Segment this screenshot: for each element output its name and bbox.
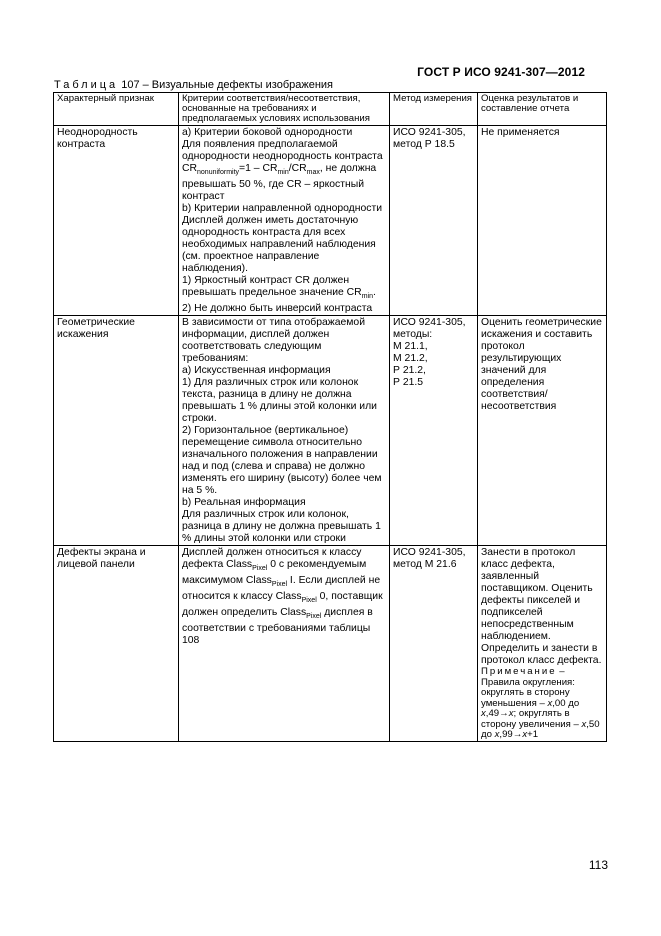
evaluation-cell: Оценить геометрические искажения и составить протокол результирующих значений для определения соответствия/несоответствия — [478, 316, 607, 546]
table-row — [54, 126, 607, 316]
note-variable: x — [547, 697, 553, 709]
note-variable: x — [481, 708, 486, 720]
criteria-text: Дисплей должен относиться к классу дефекта Class — [182, 547, 362, 571]
criteria-text: I. Если дисплей не относится к классу Class — [182, 575, 381, 603]
method-line: Р 21.5 — [393, 377, 424, 389]
formula-subscript: min — [277, 169, 289, 177]
caption-title: – Визуальные дефекты изображения — [139, 79, 334, 91]
formula-part: /CR — [288, 163, 307, 174]
formula-subscript: max — [306, 169, 320, 177]
criteria-text: 0, поставщик должен определить Class — [182, 591, 383, 619]
formula-subscript: nonuniformity — [197, 169, 240, 177]
formula-part: =1 – CR — [239, 163, 278, 174]
note-text: ,99→ — [499, 729, 523, 741]
feature-cell: Неоднородность контраста — [54, 126, 179, 316]
criteria-paragraph: а) Критерии боковой однородности — [182, 127, 353, 138]
class-subscript: Pixel — [306, 613, 322, 621]
caption-label: Таблица — [54, 79, 119, 91]
note-text: ,49→ — [485, 708, 509, 720]
evaluation-text: Занести в протокол класс дефекта, заявленный поставщиком. Оценить дефекты пикселей и подпикселей непосредственным наблюдением. Определить и занести в протокол класс дефекта. — [481, 547, 602, 667]
criteria-cell — [179, 546, 390, 742]
note-label: Примечание — [481, 666, 557, 678]
column-header-feature: Характерный признак — [54, 93, 179, 126]
formula-part: CR — [182, 163, 198, 174]
note-variable: x — [522, 729, 528, 741]
criteria-text: 0 с рекомендуемым максимумом Class — [182, 559, 367, 587]
criteria-paragraph: 2) Не должно быть инверсий контраста — [182, 303, 373, 315]
table-header-row — [54, 93, 607, 126]
note-variable: x — [508, 708, 514, 720]
criteria-cell — [179, 316, 390, 546]
note-variable: x — [581, 718, 587, 730]
criteria-paragraph: Дисплей должен иметь достаточную однородность контраста для всех необходимых направлений наблюдения (см. проектное направление наблюдения). — [182, 215, 376, 275]
formula-subscript: min — [361, 293, 373, 301]
caption-number: 107 — [121, 79, 140, 91]
criteria-formula — [182, 163, 386, 203]
method-cell: ИСО 9241-305, метод Р 18.5 — [390, 126, 478, 316]
table-row — [54, 316, 607, 546]
note-text: +1 — [527, 729, 539, 741]
class-subscript: Pixel — [301, 597, 317, 605]
note-text: ; округлять в сторону увеличения – — [481, 708, 582, 730]
column-header-evaluation: Оценка результатов и составление отчета — [478, 93, 607, 126]
criteria-cell — [179, 126, 390, 316]
criteria-paragraph: b) Реальная информация — [182, 497, 306, 509]
method-line: ИСО 9241-305, методы: — [393, 317, 466, 341]
criteria-paragraph: b) Критерии направленной однородности — [182, 203, 383, 215]
formula-part: , не должна превышать 50 %, где CR – яркостный контраст — [182, 163, 377, 203]
evaluation-cell — [478, 546, 607, 742]
document-header: ГОСТ Р ИСО 9241-307—2012 — [417, 65, 585, 79]
evaluation-cell: Не применяется — [478, 126, 607, 316]
table-row — [54, 546, 607, 742]
method-cell — [390, 316, 478, 546]
table-caption — [54, 79, 333, 91]
note-text: ,50 до — [481, 718, 600, 741]
criteria-paragraph: В зависимости от типа отображаемой информации, дисплей должен соответствовать следующим требованиям: — [182, 317, 366, 365]
note-variable: x — [494, 729, 500, 741]
column-header-criteria: Критерии соответствия/несоответствия, основанные на требованиях и предполагаемых условиях использования — [179, 93, 390, 126]
criteria-text: . — [372, 287, 376, 299]
criteria-paragraph: Для появления предполагаемой однородности неоднородность контраста — [182, 139, 383, 162]
method-cell: ИСО 9241-305, метод М 21.6 — [390, 546, 478, 742]
feature-cell: Дефекты экрана и лицевой панели — [54, 546, 179, 742]
criteria-paragraph: 2) Горизонтальное (вертикальное) перемещение символа относительно изначального положения в направлении над и под (слева и справа) не должно изменять его ширину (высоту) более чем на 5 %. — [182, 425, 382, 497]
class-subscript: Pixel — [252, 565, 268, 573]
criteria-paragraph: Для различных строк или колонок, разница в длину не должна превышать 1 % длины этой колонки или строки — [182, 509, 381, 545]
page-number: 113 — [588, 858, 608, 872]
evaluation-note — [481, 667, 603, 741]
method-line: М 21.1, — [393, 341, 428, 353]
criteria-text: дисплея в соответствии с требованиями таблицы 108 — [182, 607, 373, 647]
feature-cell: Геометрические искажения — [54, 316, 179, 546]
criteria-paragraph: а) Искусственная информация — [182, 365, 331, 377]
class-subscript: Pixel — [271, 581, 288, 589]
note-text: – Правила округления: округлять в сторону уменьшения – — [481, 666, 575, 709]
criteria-paragraph — [182, 275, 386, 303]
criteria-text: 1) Яркостный контраст CR должен превышать предельное значение CR — [182, 275, 362, 299]
method-line: Р 21.2, — [393, 365, 426, 377]
column-header-method: Метод измерения — [390, 93, 478, 126]
defects-table — [53, 92, 607, 742]
method-line: М 21.2, — [393, 353, 428, 365]
criteria-paragraph: 1) Для различных строк или колонок текста, разница в длину не должна превышать 1 % длины этой колонки или строки. — [182, 377, 377, 425]
note-text: ,00 до — [552, 697, 580, 709]
